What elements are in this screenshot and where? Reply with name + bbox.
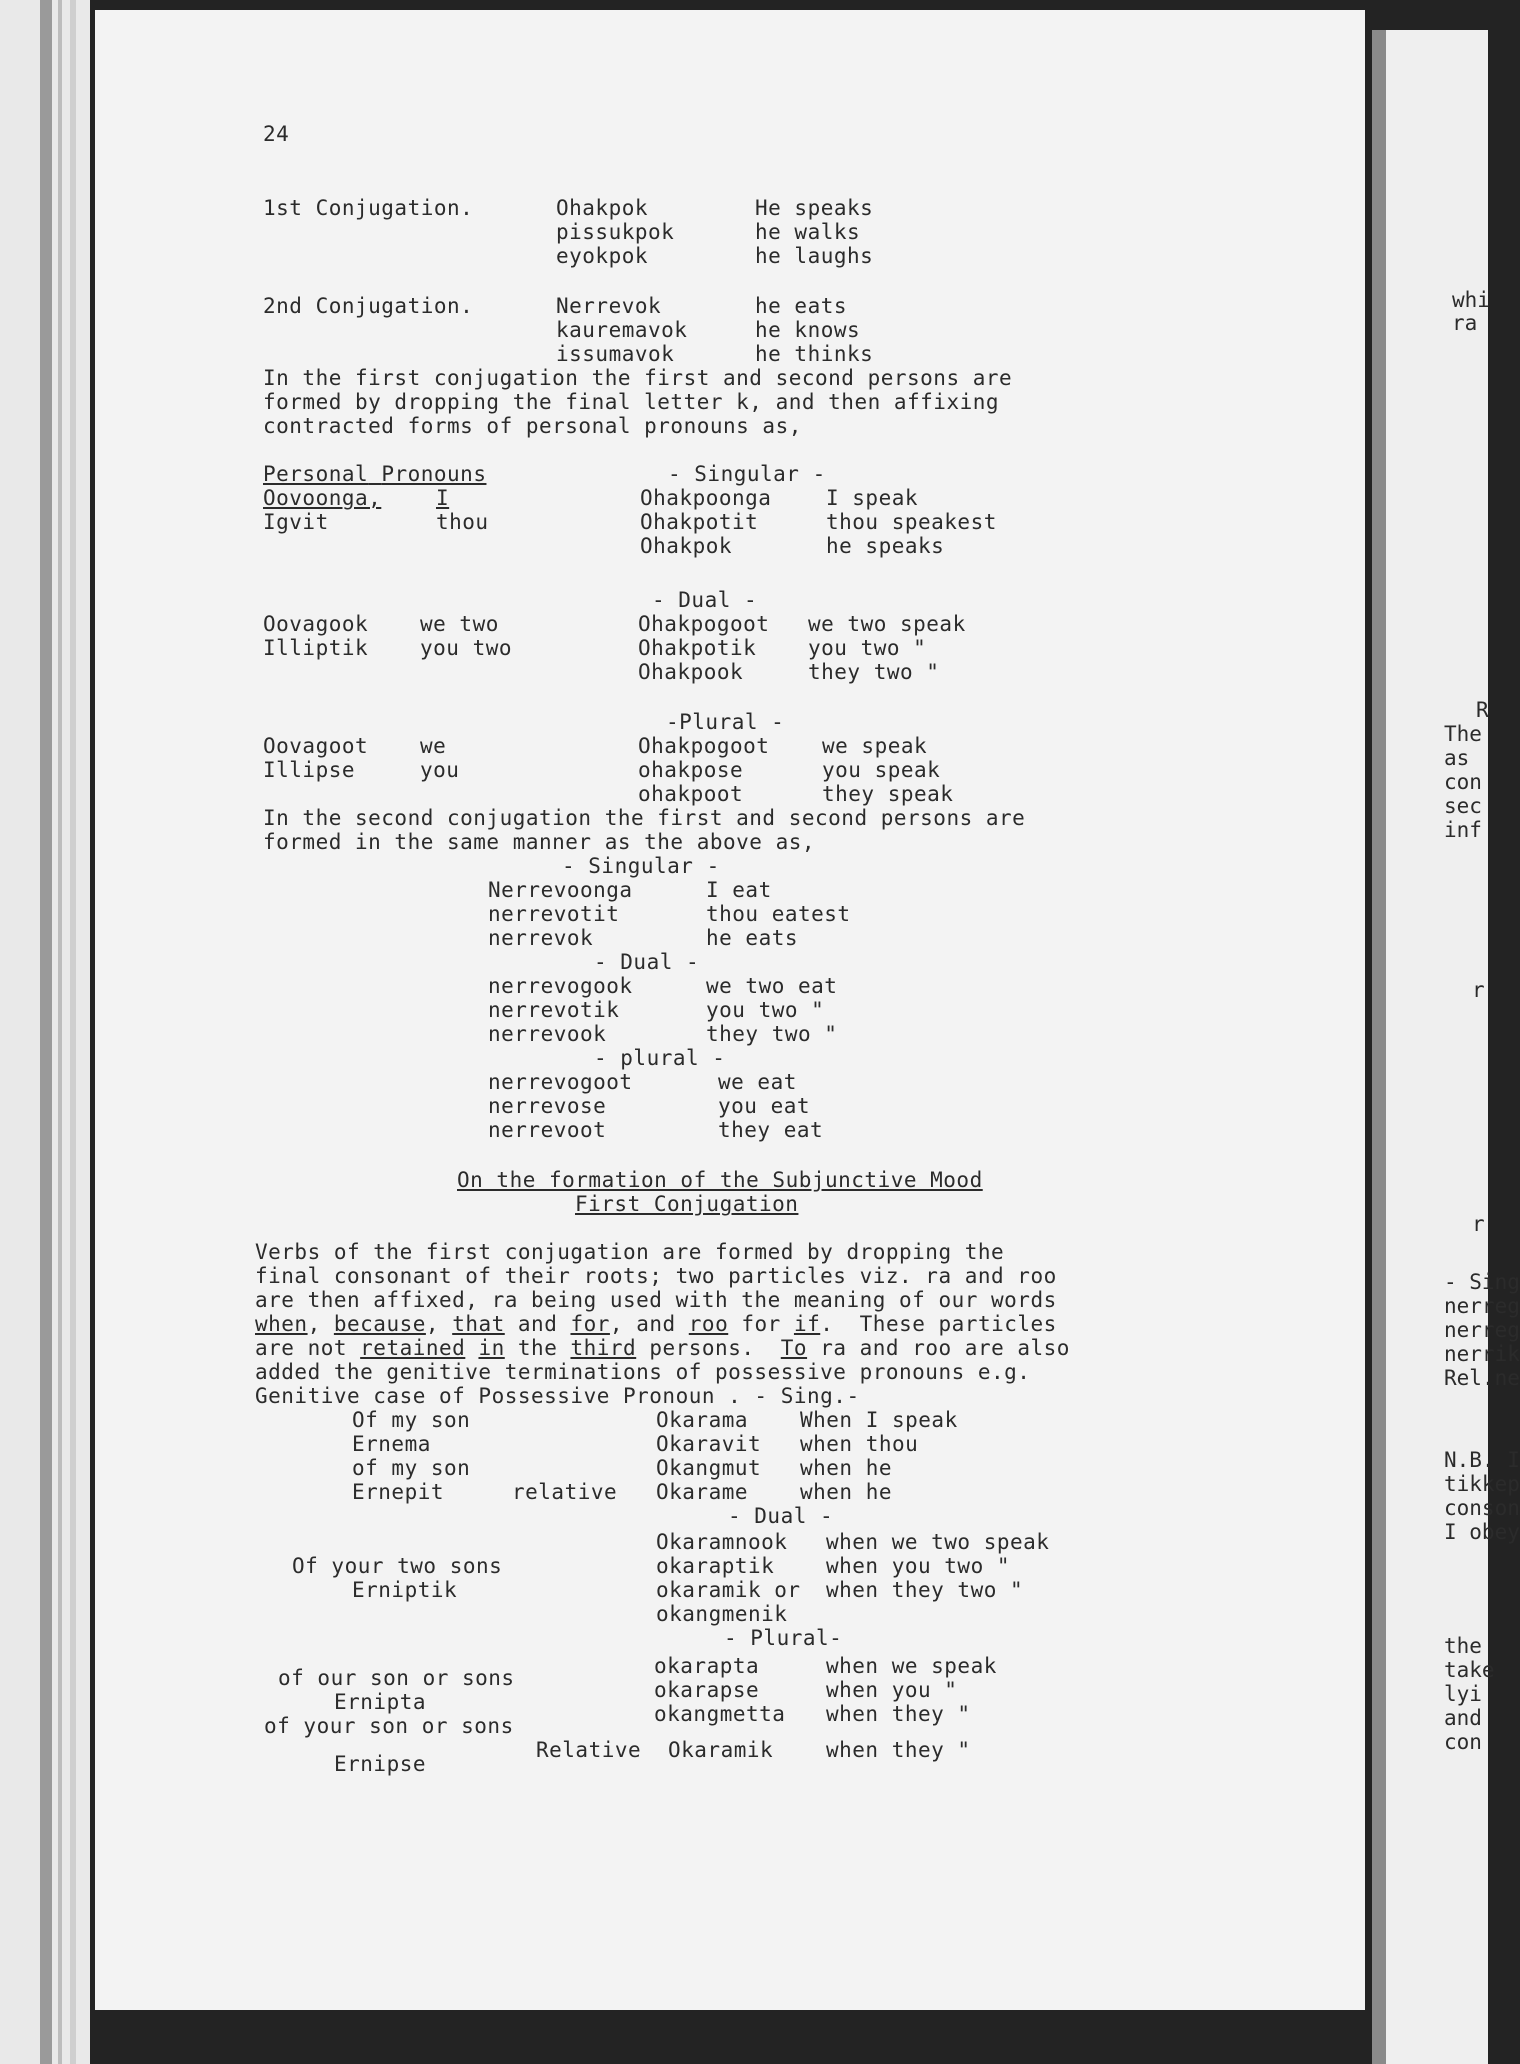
underlined-word: if xyxy=(793,1312,821,1336)
verb-form: nerrevoot xyxy=(488,1118,607,1142)
fragment-text: nerreg xyxy=(1444,1318,1520,1342)
section-heading: - Dual - xyxy=(652,588,758,612)
verb-gloss: when you " xyxy=(826,1678,958,1702)
fragment-text: take xyxy=(1444,1658,1495,1682)
verb-gloss: we two eat xyxy=(706,974,838,998)
verb-form: Ohakpook xyxy=(638,660,744,684)
paragraph-line: Genitive case of Possessive Pronoun . - Sing.- xyxy=(255,1384,860,1408)
paragraph-line: final consonant of their roots; two particles viz. ra and roo xyxy=(255,1264,1057,1288)
verb-gloss: thou speakest xyxy=(826,510,997,534)
fragment-text: The xyxy=(1444,722,1482,746)
verb-form: ohakpose xyxy=(638,758,744,782)
fragment-text: - Sing xyxy=(1444,1270,1520,1294)
verb-form: nerrevogoot xyxy=(488,1070,633,1094)
conjugation-label: 2nd Conjugation. xyxy=(263,294,474,318)
verb-gloss: you eat xyxy=(718,1094,811,1118)
section-heading: - Singular - xyxy=(668,462,826,486)
verb-form: Ohakpoonga xyxy=(640,486,772,510)
fragment-text: R xyxy=(1476,698,1489,722)
verb-form: kauremavok xyxy=(556,318,688,342)
fragment-text: lyi xyxy=(1444,1682,1482,1706)
verb-gloss: he speaks xyxy=(826,534,945,558)
verb-form: Ohakpogoot xyxy=(638,734,770,758)
fragment-text: nerreg xyxy=(1444,1294,1520,1318)
pronoun-gloss: you xyxy=(420,758,460,782)
verb-form: Ohakpotik xyxy=(638,636,757,660)
section-heading: - Dual - xyxy=(728,1504,834,1528)
verb-gloss: when they " xyxy=(826,1702,971,1726)
verb-gloss: he knows xyxy=(755,318,861,342)
verb-form: okangmetta xyxy=(654,1702,786,1726)
verb-gloss: he eats xyxy=(755,294,848,318)
pronoun: Oovagook xyxy=(263,612,369,636)
underlined-word: when xyxy=(255,1312,308,1336)
verb-gloss: we eat xyxy=(718,1070,797,1094)
fragment-text: ra xyxy=(1452,311,1478,335)
possessive-form: Erniptik xyxy=(352,1578,458,1602)
verb-form: okaraptik xyxy=(656,1554,775,1578)
text-run: are not xyxy=(255,1336,361,1360)
verb-gloss: he walks xyxy=(755,220,861,244)
verb-form: nerrevose xyxy=(488,1094,607,1118)
paragraph-line: In the second conjugation the first and second persons are xyxy=(263,806,1026,830)
verb-gloss: they eat xyxy=(718,1118,824,1142)
pronouns-header xyxy=(263,462,486,486)
verb-form: Okaramnook xyxy=(656,1530,788,1554)
section-heading: - Plural- xyxy=(724,1626,843,1650)
verb-form: nerrevook xyxy=(488,1022,607,1046)
verb-form: Okarame xyxy=(656,1480,749,1504)
verb-gloss: He speaks xyxy=(755,196,874,220)
verb-form: eyokpok xyxy=(556,244,649,268)
verb-gloss: when he xyxy=(800,1480,893,1504)
underlined-word: that xyxy=(452,1312,505,1336)
relative-label: relative xyxy=(512,1480,618,1504)
fragment-text: whi xyxy=(1452,288,1490,312)
text-run: for xyxy=(728,1312,794,1336)
verb-form: issumavok xyxy=(556,342,675,366)
page-number: 24 xyxy=(263,122,290,146)
pronouns-header-word: Personal xyxy=(263,462,369,486)
verb-form: nerrevok xyxy=(488,926,594,950)
verb-gloss: I speak xyxy=(826,486,919,510)
possessive-form: Ernema xyxy=(352,1432,431,1456)
verb-gloss: they two " xyxy=(808,660,940,684)
pronoun-gloss: you two xyxy=(420,636,513,660)
left-page-edge xyxy=(0,0,90,2064)
possessive-gloss: of your son or sons xyxy=(264,1714,514,1738)
verb-gloss: you speak xyxy=(822,758,941,782)
verb-gloss: when they " xyxy=(826,1738,971,1762)
verb-gloss: When I speak xyxy=(800,1408,958,1432)
fragment-text: tikkep xyxy=(1444,1472,1520,1496)
paragraph-line: formed in the same manner as the above as, xyxy=(263,830,816,854)
verb-form: nerrevogook xyxy=(488,974,633,998)
verb-form: Ohakpok xyxy=(640,534,733,558)
paragraph-line: In the first conjugation the first and second persons are xyxy=(263,366,1013,390)
possessive-form: Ernipse xyxy=(334,1752,427,1776)
text-run: . These particles xyxy=(820,1312,1057,1336)
pronoun: Igvit xyxy=(263,510,329,534)
verb-form: pissukpok xyxy=(556,220,675,244)
verb-form: ohakpoot xyxy=(638,782,744,806)
right-page-fragment xyxy=(1372,30,1520,2064)
verb-gloss: you two " xyxy=(706,998,825,1022)
verb-form: nerrevotik xyxy=(488,998,620,1022)
fragment-text: as xyxy=(1444,746,1470,770)
section-heading: - plural - xyxy=(594,1046,726,1070)
paragraph-line: Verbs of the first conjugation are formed by dropping the xyxy=(255,1240,1005,1264)
text-run: the xyxy=(504,1336,571,1360)
section-subtitle: First Conjugation xyxy=(575,1192,799,1216)
pronoun-gloss: thou xyxy=(436,510,489,534)
underlined-word: third xyxy=(570,1336,637,1360)
fragment-text: nerrik xyxy=(1444,1342,1520,1366)
possessive-gloss: Of my son xyxy=(352,1408,471,1432)
fragment-text: sec xyxy=(1444,794,1482,818)
fragment-text: con xyxy=(1444,1730,1482,1754)
text-run: ra and roo are also xyxy=(807,1336,1070,1360)
pronoun-gloss: we two xyxy=(420,612,499,636)
section-title: On the formation of the Subjunctive Mood xyxy=(457,1168,983,1192)
verb-gloss: when we two speak xyxy=(826,1530,1050,1554)
verb-gloss: he eats xyxy=(706,926,799,950)
text-run: , and xyxy=(609,1312,689,1336)
verb-form: okangmenik xyxy=(656,1602,788,1626)
relative-label: Relative xyxy=(536,1738,642,1762)
pronoun: Illiptik xyxy=(263,636,369,660)
verb-gloss: he thinks xyxy=(755,342,874,366)
verb-form: okaramik or xyxy=(656,1578,801,1602)
verb-gloss: we two speak xyxy=(808,612,966,636)
verb-form: Ohakpotit xyxy=(640,510,759,534)
verb-gloss: when you two " xyxy=(826,1554,1011,1578)
verb-gloss: they speak xyxy=(822,782,954,806)
text-run: , xyxy=(307,1312,334,1336)
pronoun-gloss: we xyxy=(420,734,447,758)
verb-gloss: when we speak xyxy=(826,1654,997,1678)
verb-gloss: when he xyxy=(800,1456,893,1480)
verb-form: Nerrevok xyxy=(556,294,662,318)
verb-gloss: they two " xyxy=(706,1022,838,1046)
underlined-word: To xyxy=(780,1336,808,1360)
possessive-form: Ernepit xyxy=(352,1480,445,1504)
paragraph-line xyxy=(255,1312,1057,1336)
verb-gloss: when thou xyxy=(800,1432,919,1456)
text-run: , xyxy=(425,1312,453,1336)
verb-gloss: he laughs xyxy=(755,244,874,268)
pronouns-header-word: Pronouns xyxy=(381,462,487,486)
possessive-gloss: of my son xyxy=(352,1456,471,1480)
fragment-text: conson xyxy=(1444,1496,1520,1520)
paragraph-line xyxy=(255,1336,1070,1360)
underlined-word: in xyxy=(478,1336,505,1360)
verb-form: okarapta xyxy=(654,1654,760,1678)
fragment-text: r xyxy=(1472,978,1485,1002)
verb-form: okarapse xyxy=(654,1678,760,1702)
paragraph-line: contracted forms of personal pronouns as, xyxy=(263,414,802,438)
possessive-form: Ernipta xyxy=(334,1690,427,1714)
verb-form: Okarama xyxy=(656,1408,749,1432)
verb-gloss: you two " xyxy=(808,636,927,660)
verb-form: nerrevotit xyxy=(488,902,620,926)
fragment-text: the xyxy=(1444,1634,1482,1658)
fragment-text: N.B. I xyxy=(1444,1448,1520,1472)
verb-form: Okangmut xyxy=(656,1456,762,1480)
paragraph-line: formed by dropping the final letter k, and then affixing xyxy=(263,390,1000,414)
section-heading: - Singular - xyxy=(562,854,720,878)
fragment-text: inf xyxy=(1444,818,1482,842)
verb-form: Okaravit xyxy=(656,1432,762,1456)
fragment-text: con xyxy=(1444,770,1482,794)
fragment-text: and xyxy=(1444,1706,1482,1730)
verb-gloss: when they two " xyxy=(826,1578,1024,1602)
text-run: persons. xyxy=(636,1336,781,1360)
verb-form: Okaramik xyxy=(668,1738,774,1762)
fragment-text: r xyxy=(1472,1212,1485,1236)
pronoun: Oovoonga, xyxy=(263,486,382,510)
possessive-gloss: of our son or sons xyxy=(278,1666,515,1690)
pronoun: Oovagoot xyxy=(263,734,369,758)
pronoun-gloss: I xyxy=(436,486,450,510)
possessive-gloss: Of your two sons xyxy=(292,1554,503,1578)
paragraph-line: are then affixed, ra being used with the meaning of our words xyxy=(255,1288,1057,1312)
verb-form: Ohakpogoot xyxy=(638,612,770,636)
conjugation-label: 1st Conjugation. xyxy=(263,196,474,220)
underlined-word: retained xyxy=(360,1336,466,1360)
paragraph-line: added the genitive terminations of possessive pronouns e.g. xyxy=(255,1360,1031,1384)
pronoun: Illipse xyxy=(263,758,356,782)
underlined-word: for xyxy=(570,1312,610,1336)
section-heading: - Dual - xyxy=(594,950,700,974)
verb-gloss: we speak xyxy=(822,734,928,758)
text-run: and xyxy=(504,1312,571,1336)
verb-form: Ohakpok xyxy=(556,196,649,220)
section-heading: -Plural - xyxy=(666,710,785,734)
verb-gloss: I eat xyxy=(706,878,772,902)
fragment-text: I obey xyxy=(1444,1520,1520,1544)
underlined-word: roo xyxy=(688,1312,729,1336)
verb-form: Nerrevoonga xyxy=(488,878,633,902)
underlined-word: because xyxy=(333,1312,426,1336)
fragment-text: Rel.ne xyxy=(1444,1366,1520,1390)
verb-gloss: thou eatest xyxy=(706,902,851,926)
